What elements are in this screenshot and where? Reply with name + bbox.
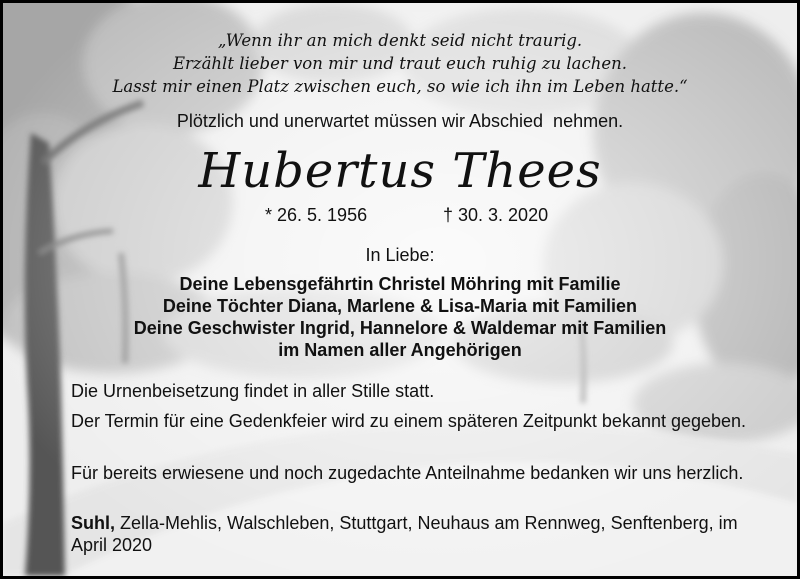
birth-date: * 26. 5. 1956 [265, 205, 368, 225]
mourner-line: im Namen aller Angehörigen [278, 340, 522, 360]
location-city: Suhl, [71, 513, 115, 533]
location-rest: Zella-Mehlis, Walschleben, Stuttgart, Neuhaus am Rennweg, Senftenberg, im April 2020 [71, 513, 742, 555]
mourner-line: Deine Lebensgefährtin Christel Möhring mit Familie [179, 274, 621, 294]
death-date: † 30. 3. 2020 [443, 205, 549, 225]
location-date-line [71, 512, 771, 556]
quote-line: Lasst mir einen Platz zwischen euch, so wie ich ihn im Leben hatte.“ [112, 77, 688, 96]
in-liebe-heading: In Liebe: [365, 245, 435, 265]
quote-line: Erzählt lieber von mir und traut euch ruhig zu lachen. [172, 54, 628, 73]
quote-line: „Wenn ihr an mich denkt seid nicht traurig. [217, 31, 583, 50]
notice-content [3, 3, 797, 576]
mourner-line: Deine Töchter Diana, Marlene & Lisa-Maria mit Familien [162, 296, 638, 316]
intro-text: Plötzlich und unerwartet müssen wir Abschied nehmen. [176, 111, 624, 131]
memorial-date-info: Der Termin für eine Gedenkfeier wird zu einem späteren Zeitpunkt bekannt gegeben. [71, 411, 747, 431]
mourner-line: Deine Geschwister Ingrid, Hannelore & Waldemar mit Familien [133, 318, 667, 338]
deceased-name: Hubertus Thees [198, 143, 602, 199]
mourners-list [3, 273, 797, 361]
life-dates [265, 205, 605, 229]
burial-info: Die Urnenbeisetzung findet in aller Stille statt. [71, 381, 435, 401]
thanks-text: Für bereits erwiesene und noch zugedachte Anteilnahme bedanken wir uns herzlich. [71, 463, 744, 483]
